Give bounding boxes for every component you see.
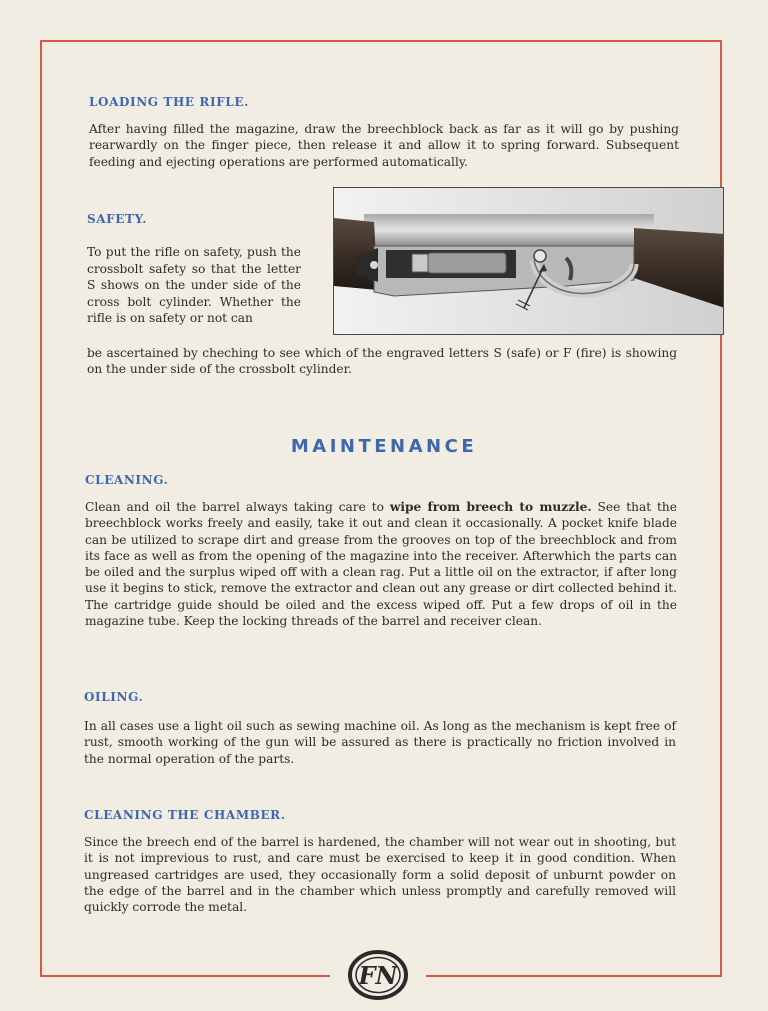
chamber-heading: CLEANING THE CHAMBER. — [84, 808, 286, 822]
cleaning-emphasis: wipe from breech to muzzle. — [389, 500, 592, 514]
cleaning-text: Clean and oil the barrel always taking care to wipe from breech to muzzle. See that the breechblock works freely and easily, take it out and clean it occasionally. A pocket knife blade can be utilized to scrape dirt and grease from the grooves on top of the breechblock and from its face as well as from the opening of the magazine into the receiver. Afterwhich the parts can be oiled and the surplus wiped off with a clean rag. Put a little oil on the extractor, if after long use it begins to stick, remove the extractor and clean out any grease or dirt collected behind it. The cartridge guide should be oiled and the excess wiped off. Put a few drops of oil in the magazine tube. Keep the locking threads of the barrel and receiver clean. — [85, 500, 677, 629]
safety-text-side: To put the rifle on safety, push the crossbolt safety so that the letter S shows on the under side of the cross bolt cylinder. Whether the rifle is on safety or not can — [87, 245, 301, 326]
oiling-text: In all cases use a light oil such as sewing machine oil. As long as the mechanism is kept free of rust, smooth working of the gun will be assured as there is practically no friction involved in the normal operation of the parts. — [84, 719, 676, 766]
loading-text: After having filled the magazine, draw the breechblock back as far as it will go by pushing rearwardly on the finger piece, then release it and allow it to spring forward. Subsequent feeding and ejecting operations are performed automatically. — [89, 122, 679, 169]
oiling-heading: OILING. — [84, 690, 144, 704]
maintenance-title: MAINTENANCE — [290, 436, 478, 457]
rifle-receiver-photo — [333, 187, 724, 335]
fn-monogram-logo — [346, 948, 410, 1002]
logo-monogram-text: FN — [358, 961, 398, 990]
chamber-text: Since the breech end of the barrel is hardened, the chamber will not wear out in shooting, but it is not imprevious to rust, and care must be exercised to keep it in good condition. When ungreased cartridges are used, they occasionally form a solid deposit of unburnt powder on the edge of the barrel and in the chamber which unless promptly and carefully removed will quickly corrode the metal. — [84, 835, 676, 915]
safety-heading: SAFETY. — [87, 212, 147, 226]
loading-heading: LOADING THE RIFLE. — [89, 95, 249, 109]
cleaning-heading: CLEANING. — [85, 473, 169, 487]
rifle-receiver-illustration — [334, 188, 724, 335]
safety-text-full: be ascertained by cheching to see which of the engraved letters S (safe) or F (fire) is showing on the under side of the crossbolt cylinder. — [87, 346, 677, 377]
